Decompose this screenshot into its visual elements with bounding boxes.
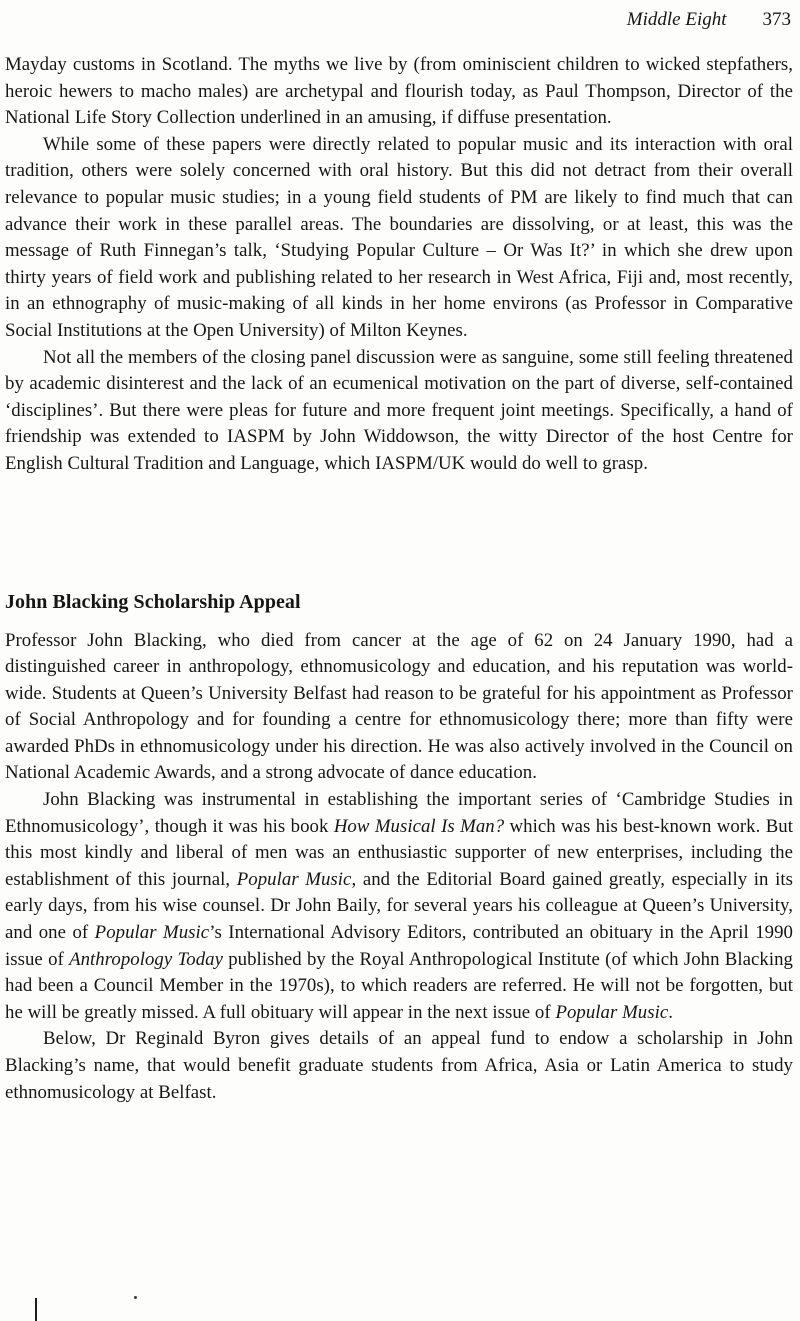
text-run: ’s International Advisory Editors, contributed an obituary in the April 1990 issue of bbox=[5, 922, 794, 970]
text-run: Below, Dr Reginald Byron gives details of an appeal fund to endow a scholarship in John Blacking’s name, that would benefit graduate students from Africa, Asia or Latin America to study ethnomusicology at Belfast. bbox=[5, 1028, 793, 1103]
italic-text-run: How Musical Is Man? bbox=[333, 815, 505, 837]
text-run: , and the Editorial Board gained greatly, especially in its early days, from his wise counsel. Dr John Baily, for several years his colleague at Queen’s University, and one of bbox=[5, 868, 793, 944]
paragraph bbox=[5, 1026, 793, 1106]
running-head-title: Middle Eight bbox=[626, 9, 727, 30]
scan-artifact-dot bbox=[134, 1296, 137, 1299]
text-run: which was his best-known work. But this most kindly and liberal of men was an enthusiastic supporter of new enterprises, including the establishment of this journal, bbox=[5, 815, 793, 890]
scan-artifact-line bbox=[35, 1298, 37, 1321]
text-run: While some of these papers were directly related to popular music and its interaction with oral tradition, others were solely concerned with oral history. But this did not detract from their overall relevance to popular music studies; in a young field students of PM are likely to find much that can advance their work in these parallel areas. The boundaries are dissolving, or at least, this was the message of Ruth Finnegan’s talk, ‘Studying Popular Culture – Or Was It?’ in which she drew upon thirty years of field work and publishing related to her research in West Africa, Fiji and, most recently, in an ethnography of music-making of all kinds in her home environs (as Professor in Comparative Social Institutions at the Open University) of Milton Keynes. bbox=[5, 133, 793, 341]
italic-text-run: Popular Music bbox=[555, 1001, 669, 1023]
section-heading: John Blacking Scholarship Appeal bbox=[5, 590, 301, 613]
text-run: Mayday customs in Scotland. The myths we live by (from ominiscient children to wicked stepfathers, heroic hewers to macho males) are archetypal and flourish today, as Paul Thompson, Director of the National Life Story Collection underlined in an amusing, if diffuse presentation. bbox=[5, 54, 793, 129]
paragraph bbox=[5, 628, 793, 788]
text-run: . bbox=[668, 1001, 673, 1023]
paragraph bbox=[5, 345, 793, 478]
paragraph bbox=[5, 52, 793, 132]
paragraph bbox=[5, 787, 793, 1026]
running-head bbox=[5, 8, 793, 32]
page-body bbox=[5, 52, 793, 1106]
text-run: Professor John Blacking, who died from cancer at the age of 62 on 24 January 1990, had a distinguished career in anthropology, ethnomusicology and education, and his reputation was world-wide. Students at Queen’s University Belfast had reason to be grateful for his appointment as Professor of Social Anthropology and for founding a centre for ethnomusicology there; more than fifty were awarded PhDs in ethnomusicology under his direction. He was also actively involved in the Council on National Academic Awards, and a strong advocate of dance education. bbox=[5, 629, 793, 784]
page-number: 373 bbox=[762, 9, 791, 30]
italic-text-run: Popular Music bbox=[236, 868, 352, 890]
italic-text-run: Popular Music bbox=[94, 922, 210, 944]
text-run: John Blacking was instrumental in establishing the important series of ‘Cambridge Studies in Ethnomusicology’, though it was his book bbox=[5, 789, 793, 837]
text-run: published by the Royal Anthropological Institute (of which John Blacking had been a Council Member in the 1970s), to which readers are referred. He will not be forgotten, but he will be greatly missed. A full obituary will appear in the next issue of bbox=[5, 948, 793, 1023]
text-run: Not all the members of the closing panel discussion were as sanguine, some still feeling threatened by academic disinterest and the lack of an ecumenical motivation on the part of diverse, self-contained ‘disciplines’. But there were pleas for future and more frequent joint meetings. Specifically, a hand of friendship was extended to IASPM by John Widdowson, the witty Director of the host Centre for English Cultural Tradition and Language, which IASPM/UK would do well to grasp. bbox=[5, 346, 793, 474]
paragraph bbox=[5, 132, 793, 345]
italic-text-run: Anthropology Today bbox=[69, 948, 223, 970]
